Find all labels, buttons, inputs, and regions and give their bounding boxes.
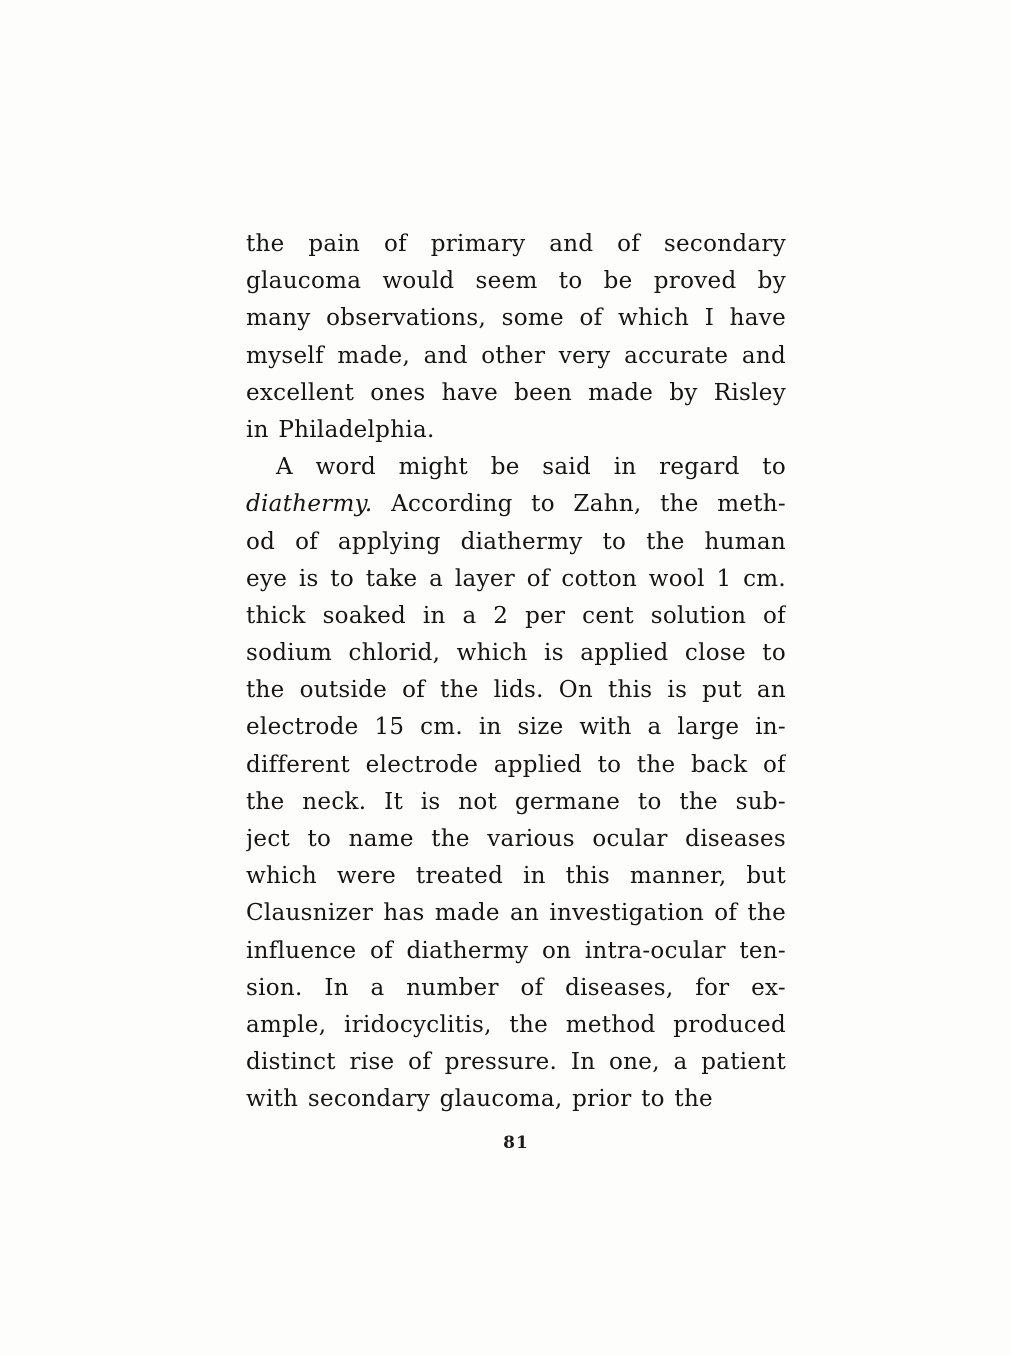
page-text [246, 226, 786, 1119]
text-line: ject to name the various ocular diseases [246, 826, 786, 852]
text-line: thick soaked in a 2 per cent solution of [246, 602, 786, 629]
plain-text: According to Zahn, the meth- [372, 491, 786, 518]
text-line: many observations, some of which I have [246, 305, 786, 332]
page-number: 81 [503, 1133, 529, 1153]
text-line: excellent ones have been made by Risley [246, 379, 786, 406]
text-line: A word might be said in regard to [276, 454, 786, 481]
text-line: the outside of the lids. On this is put an [246, 677, 786, 704]
italic-text: diathermy. [246, 491, 373, 518]
text-line: sodium chlorid, which is applied close to [246, 640, 786, 667]
text-line [246, 486, 786, 523]
text-line: Clausnizer has made an investigation of the [246, 900, 786, 927]
text-line: eye is to take a layer of cotton wool 1 cm. [246, 565, 786, 592]
text-line: glaucoma would seem to be proved by [246, 268, 786, 295]
text-line: od of applying diathermy to the human [246, 528, 786, 555]
text-line: the neck. It is not germane to the sub- [246, 788, 786, 815]
text-line: in Philadelphia. [246, 416, 435, 443]
text-line: different electrode applied to the back of [246, 751, 786, 778]
text-line: which were treated in this manner, but [246, 863, 786, 890]
text-line: myself made, and other very accurate and [246, 342, 786, 369]
text-line: the pain of primary and of secondary [246, 231, 786, 257]
text-line: sion. In a number of diseases, for ex- [246, 974, 786, 1001]
text-line: distinct rise of pressure. In one, a patient [246, 1049, 786, 1076]
text-line: influence of diathermy on intra-ocular ten- [246, 937, 786, 964]
text-line: electrode 15 cm. in size with a large in- [246, 714, 786, 741]
text-line: ample, iridocyclitis, the method produced [246, 1011, 786, 1038]
text-line: with secondary glaucoma, prior to the [246, 1086, 713, 1113]
